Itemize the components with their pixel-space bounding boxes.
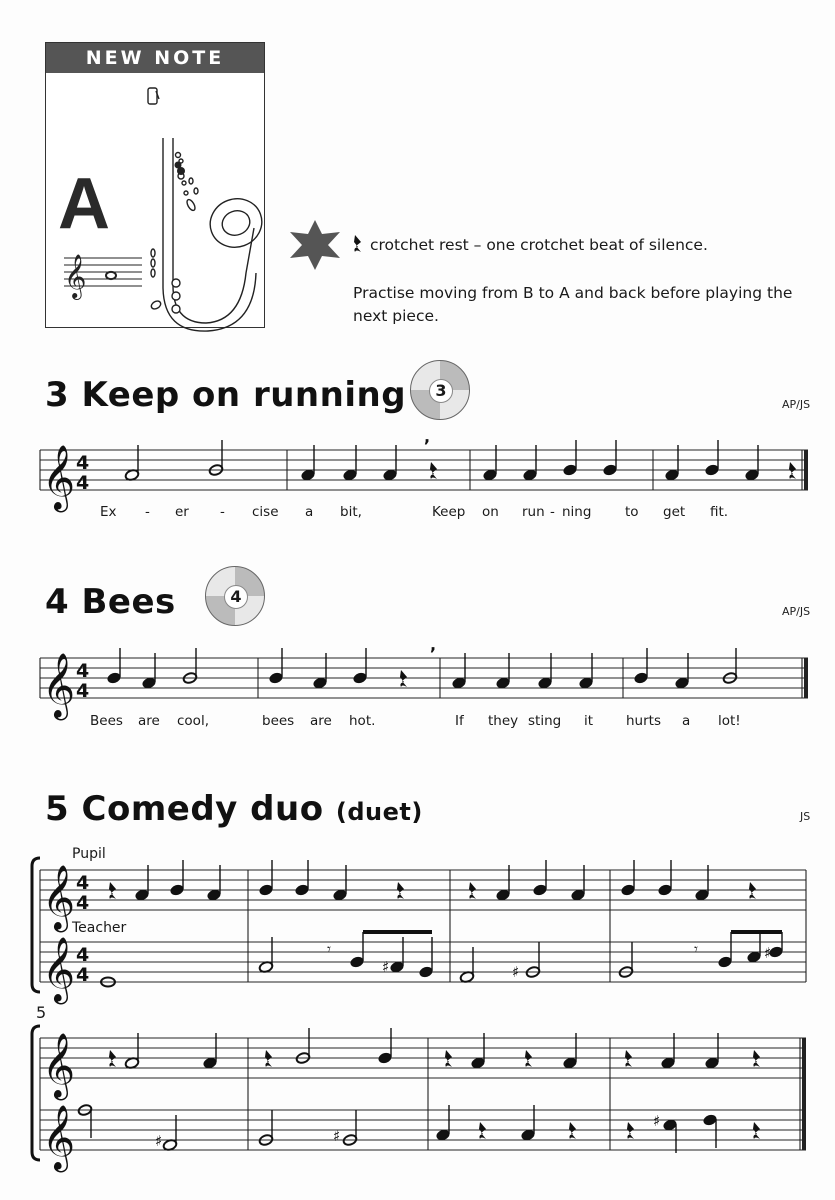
crotchet-rest-icon bbox=[352, 234, 364, 254]
piece-5-subtitle: (duet) bbox=[335, 798, 423, 826]
svg-text:4: 4 bbox=[76, 964, 90, 986]
piece-3-lyrics: Ex - er - cise a bit, Keep on run - ning to get fit. bbox=[100, 504, 729, 520]
new-note-box bbox=[45, 42, 265, 328]
piece-3-credit: AP/JS bbox=[782, 398, 811, 411]
svg-text:4: 4 bbox=[76, 872, 90, 894]
svg-text:𝄞: 𝄞 bbox=[42, 1105, 76, 1170]
svg-text:𝄞: 𝄞 bbox=[64, 254, 87, 298]
staff-piece-4 bbox=[40, 635, 810, 718]
svg-text:𝄞: 𝄞 bbox=[42, 865, 76, 930]
svg-text:4: 4 bbox=[76, 680, 90, 702]
piece-4-number: 4 bbox=[45, 582, 70, 622]
note-letter: A bbox=[58, 164, 110, 244]
svg-text:,: , bbox=[430, 635, 437, 654]
cd-track-3-number: 3 bbox=[429, 379, 453, 403]
svg-text:,: , bbox=[424, 427, 431, 446]
svg-text:𝄞: 𝄞 bbox=[42, 445, 76, 510]
piece-5-number: 5 bbox=[45, 789, 70, 829]
svg-text:4: 4 bbox=[76, 660, 90, 682]
bar-number: 5 bbox=[36, 1003, 47, 1022]
svg-text:♯: ♯ bbox=[155, 1132, 163, 1150]
piece-4-credit: AP/JS bbox=[782, 605, 811, 618]
cd-track-3-icon bbox=[410, 360, 470, 420]
piece-5-name: Comedy duo bbox=[81, 789, 324, 829]
svg-text:𝄞: 𝄞 bbox=[42, 653, 76, 718]
rest-definition: crotchet rest – one crotchet beat of silence. bbox=[370, 236, 708, 254]
svg-text:♯: ♯ bbox=[512, 963, 520, 981]
piece-4-title bbox=[45, 582, 176, 622]
svg-text:𝄞: 𝄞 bbox=[42, 1033, 76, 1098]
piece-3-title bbox=[45, 375, 406, 415]
cd-track-4-number: 4 bbox=[224, 585, 248, 609]
duet-system-2 bbox=[30, 1018, 810, 1168]
svg-text:𝄞: 𝄞 bbox=[42, 937, 76, 1002]
piece-5-credit: JS bbox=[800, 810, 811, 823]
svg-text:𝄾: 𝄾 bbox=[694, 940, 698, 958]
svg-text:♯: ♯ bbox=[653, 1112, 661, 1130]
piece-3-number: 3 bbox=[45, 375, 70, 415]
time-sig-top: 4 bbox=[76, 452, 90, 474]
svg-text:♯: ♯ bbox=[333, 1127, 341, 1145]
practise-line-1: Practise moving from B to A and back before playing the bbox=[353, 284, 793, 302]
svg-text:4: 4 bbox=[76, 944, 90, 966]
new-note-header: NEW NOTE bbox=[46, 43, 264, 73]
staff-piece-3 bbox=[40, 427, 810, 510]
time-sig-bottom: 4 bbox=[76, 472, 90, 494]
piece-4-lyrics: Bees are cool, bees are hot. If they sting it hurts a lot! bbox=[90, 713, 741, 729]
practise-line-2: next piece. bbox=[353, 307, 439, 325]
svg-text:𝄾: 𝄾 bbox=[327, 940, 331, 958]
svg-text:♯: ♯ bbox=[764, 944, 772, 962]
note-staff-icon bbox=[64, 253, 144, 303]
piece-3-name: Keep on running bbox=[81, 375, 407, 415]
part-label-teacher: Teacher bbox=[72, 920, 127, 936]
duet-system-1 bbox=[30, 850, 810, 1000]
piece-5-title bbox=[45, 789, 423, 829]
svg-text:♯: ♯ bbox=[382, 958, 390, 976]
cd-track-4-icon bbox=[205, 566, 265, 626]
saxophone-fingering-icon bbox=[136, 83, 264, 328]
piece-4-name: Bees bbox=[81, 582, 176, 622]
star-icon bbox=[288, 220, 343, 270]
part-label-pupil: Pupil bbox=[72, 846, 106, 862]
svg-text:4: 4 bbox=[76, 892, 90, 914]
